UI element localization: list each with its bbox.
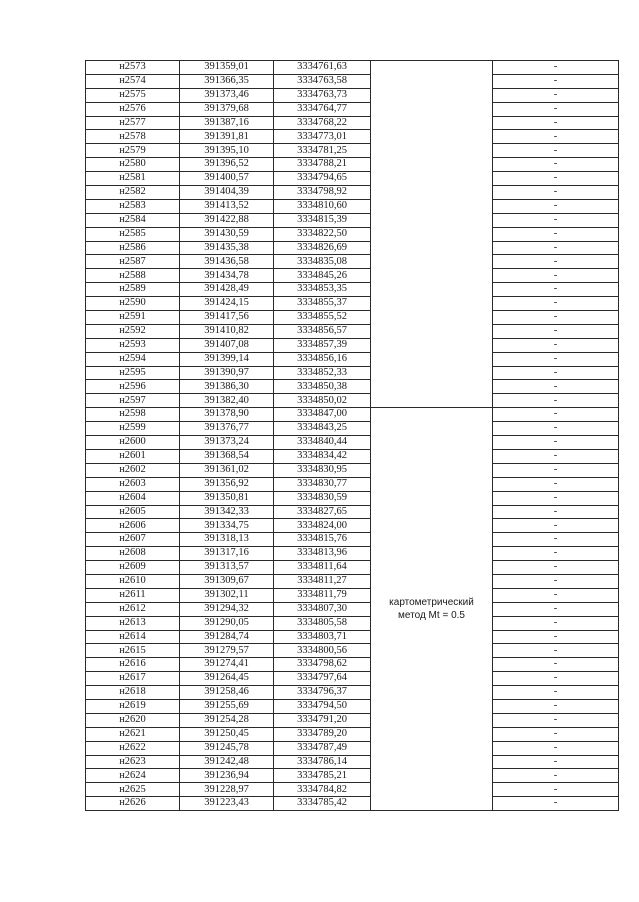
coord-x-cell: 391361,02	[180, 463, 274, 477]
description-cell: -	[493, 116, 619, 130]
coord-y-cell: 3334810,60	[274, 199, 371, 213]
table-row	[86, 727, 619, 741]
coord-y-cell: 3334800,56	[274, 644, 371, 658]
coord-x-cell: 391255,69	[180, 699, 274, 713]
coord-x-cell: 391396,52	[180, 158, 274, 172]
coord-y-cell: 3334850,38	[274, 380, 371, 394]
coord-y-cell: 3334796,37	[274, 686, 371, 700]
table-row	[86, 199, 619, 213]
coord-x-cell: 391428,49	[180, 283, 274, 297]
point-name-cell: н2589	[86, 283, 180, 297]
table-row	[86, 588, 619, 602]
point-name-cell: н2591	[86, 311, 180, 325]
description-cell: -	[493, 658, 619, 672]
description-cell: -	[493, 130, 619, 144]
coord-y-cell: 3334764,77	[274, 102, 371, 116]
coord-x-cell: 391250,45	[180, 727, 274, 741]
point-name-cell: н2617	[86, 672, 180, 686]
coord-y-cell: 3334830,77	[274, 477, 371, 491]
coord-y-cell: 3334835,08	[274, 255, 371, 269]
coord-y-cell: 3334855,52	[274, 311, 371, 325]
coord-y-cell: 3334827,65	[274, 505, 371, 519]
coord-x-cell: 391434,78	[180, 269, 274, 283]
coord-x-cell: 391317,16	[180, 547, 274, 561]
point-name-cell: н2581	[86, 172, 180, 186]
description-cell: -	[493, 422, 619, 436]
table-row	[86, 213, 619, 227]
point-name-cell: н2592	[86, 324, 180, 338]
coord-y-cell: 3334791,20	[274, 713, 371, 727]
coord-y-cell: 3334856,57	[274, 324, 371, 338]
description-cell: -	[493, 797, 619, 811]
point-name-cell: н2608	[86, 547, 180, 561]
table-row	[86, 241, 619, 255]
point-name-cell: н2604	[86, 491, 180, 505]
point-name-cell: н2618	[86, 686, 180, 700]
coord-x-cell: 391386,30	[180, 380, 274, 394]
description-cell: -	[493, 311, 619, 325]
table-row	[86, 519, 619, 533]
coord-y-cell: 3334834,42	[274, 449, 371, 463]
description-cell: -	[493, 491, 619, 505]
description-cell: -	[493, 352, 619, 366]
table-row	[86, 311, 619, 325]
coord-x-cell: 391366,35	[180, 74, 274, 88]
description-cell: -	[493, 574, 619, 588]
coord-y-cell: 3334813,96	[274, 547, 371, 561]
description-cell: -	[493, 269, 619, 283]
description-cell: -	[493, 686, 619, 700]
point-name-cell: н2590	[86, 297, 180, 311]
point-name-cell: н2606	[86, 519, 180, 533]
point-name-cell: н2586	[86, 241, 180, 255]
coord-y-cell: 3334773,01	[274, 130, 371, 144]
table-row	[86, 797, 619, 811]
point-name-cell: н2579	[86, 144, 180, 158]
description-cell: -	[493, 741, 619, 755]
point-name-cell: н2578	[86, 130, 180, 144]
table-row	[86, 338, 619, 352]
coord-y-cell: 3334843,25	[274, 422, 371, 436]
point-name-cell: н2595	[86, 366, 180, 380]
coord-y-cell: 3334845,26	[274, 269, 371, 283]
coord-x-cell: 391378,90	[180, 408, 274, 422]
coord-y-cell: 3334788,21	[274, 158, 371, 172]
description-cell: -	[493, 672, 619, 686]
table-row	[86, 186, 619, 200]
table-row	[86, 616, 619, 630]
coord-y-cell: 3334852,33	[274, 366, 371, 380]
description-cell: -	[493, 199, 619, 213]
point-name-cell: н2626	[86, 797, 180, 811]
coord-y-cell: 3334794,65	[274, 172, 371, 186]
description-cell: -	[493, 61, 619, 75]
coord-x-cell: 391391,81	[180, 130, 274, 144]
method-text: картометрический	[389, 596, 474, 608]
description-cell: -	[493, 241, 619, 255]
description-cell: -	[493, 547, 619, 561]
point-name-cell: н2598	[86, 408, 180, 422]
coord-x-cell: 391373,46	[180, 88, 274, 102]
description-cell: -	[493, 630, 619, 644]
table-row	[86, 491, 619, 505]
coord-y-cell: 3334857,39	[274, 338, 371, 352]
table-row	[86, 630, 619, 644]
description-cell: -	[493, 380, 619, 394]
table-row	[86, 324, 619, 338]
table-row	[86, 783, 619, 797]
description-cell: -	[493, 283, 619, 297]
description-cell: -	[493, 366, 619, 380]
coord-y-cell: 3334840,44	[274, 436, 371, 450]
coord-y-cell: 3334815,76	[274, 533, 371, 547]
point-name-cell: н2620	[86, 713, 180, 727]
description-cell: -	[493, 144, 619, 158]
coord-x-cell: 391359,01	[180, 61, 274, 75]
point-name-cell: н2588	[86, 269, 180, 283]
point-name-cell: н2594	[86, 352, 180, 366]
point-name-cell: н2596	[86, 380, 180, 394]
point-name-cell: н2612	[86, 602, 180, 616]
coord-y-cell: 3334785,42	[274, 797, 371, 811]
coord-x-cell: 391387,16	[180, 116, 274, 130]
coord-y-cell: 3334807,30	[274, 602, 371, 616]
table-row	[86, 88, 619, 102]
point-name-cell: н2573	[86, 61, 180, 75]
description-cell: -	[493, 408, 619, 422]
description-cell: -	[493, 783, 619, 797]
coord-x-cell: 391254,28	[180, 713, 274, 727]
table-row	[86, 380, 619, 394]
description-cell: -	[493, 519, 619, 533]
description-cell: -	[493, 588, 619, 602]
coord-y-cell: 3334798,92	[274, 186, 371, 200]
coord-y-cell: 3334853,35	[274, 283, 371, 297]
table-row	[86, 144, 619, 158]
coord-y-cell: 3334798,62	[274, 658, 371, 672]
table-row	[86, 769, 619, 783]
point-name-cell: н2587	[86, 255, 180, 269]
coord-x-cell: 391382,40	[180, 394, 274, 408]
coord-x-cell: 391245,78	[180, 741, 274, 755]
coord-x-cell: 391430,59	[180, 227, 274, 241]
table-row	[86, 61, 619, 75]
coord-y-cell: 3334787,49	[274, 741, 371, 755]
coord-x-cell: 391264,45	[180, 672, 274, 686]
coord-x-cell: 391373,24	[180, 436, 274, 450]
coord-x-cell: 391236,94	[180, 769, 274, 783]
table-row	[86, 561, 619, 575]
method-cell	[371, 408, 493, 811]
point-name-cell: н2611	[86, 588, 180, 602]
coord-x-cell: 391334,75	[180, 519, 274, 533]
description-cell: -	[493, 769, 619, 783]
description-cell: -	[493, 436, 619, 450]
coord-y-cell: 3334850,02	[274, 394, 371, 408]
description-cell: -	[493, 255, 619, 269]
description-cell: -	[493, 477, 619, 491]
coord-y-cell: 3334785,21	[274, 769, 371, 783]
description-cell: -	[493, 158, 619, 172]
point-name-cell: н2622	[86, 741, 180, 755]
point-name-cell: н2585	[86, 227, 180, 241]
coord-x-cell: 391258,46	[180, 686, 274, 700]
coord-y-cell: 3334786,14	[274, 755, 371, 769]
coord-y-cell: 3334811,64	[274, 561, 371, 575]
description-cell: -	[493, 727, 619, 741]
method-text: метод Mt = 0.5	[398, 610, 465, 622]
coord-x-cell: 391356,92	[180, 477, 274, 491]
table-row	[86, 547, 619, 561]
coord-y-cell: 3334768,22	[274, 116, 371, 130]
coord-x-cell: 391407,08	[180, 338, 274, 352]
table-row	[86, 394, 619, 408]
coord-x-cell: 391399,14	[180, 352, 274, 366]
coord-x-cell: 391284,74	[180, 630, 274, 644]
table-row	[86, 686, 619, 700]
coord-y-cell: 3334797,64	[274, 672, 371, 686]
coord-x-cell: 391318,13	[180, 533, 274, 547]
table-row	[86, 116, 619, 130]
table-row	[86, 130, 619, 144]
coordinates-table-body	[86, 61, 619, 811]
description-cell: -	[493, 449, 619, 463]
table-row	[86, 227, 619, 241]
table-row	[86, 102, 619, 116]
description-cell: -	[493, 644, 619, 658]
coord-y-cell: 3334822,50	[274, 227, 371, 241]
point-name-cell: н2624	[86, 769, 180, 783]
coord-x-cell: 391242,48	[180, 755, 274, 769]
coord-y-cell: 3334855,37	[274, 297, 371, 311]
coord-y-cell: 3334847,00	[274, 408, 371, 422]
description-cell: -	[493, 755, 619, 769]
description-cell: -	[493, 213, 619, 227]
point-name-cell: н2610	[86, 574, 180, 588]
point-name-cell: н2602	[86, 463, 180, 477]
description-cell: -	[493, 505, 619, 519]
coord-y-cell: 3334763,73	[274, 88, 371, 102]
point-name-cell: н2599	[86, 422, 180, 436]
coord-x-cell: 391436,58	[180, 255, 274, 269]
coord-x-cell: 391404,39	[180, 186, 274, 200]
point-name-cell: н2577	[86, 116, 180, 130]
description-cell: -	[493, 186, 619, 200]
point-name-cell: н2614	[86, 630, 180, 644]
coord-y-cell: 3334856,16	[274, 352, 371, 366]
coord-y-cell: 3334830,59	[274, 491, 371, 505]
coord-x-cell: 391395,10	[180, 144, 274, 158]
table-row	[86, 658, 619, 672]
point-name-cell: н2609	[86, 561, 180, 575]
coord-x-cell: 391400,57	[180, 172, 274, 186]
coord-y-cell: 3334830,95	[274, 463, 371, 477]
description-cell: -	[493, 297, 619, 311]
table-row	[86, 269, 619, 283]
description-cell: -	[493, 616, 619, 630]
point-name-cell: н2576	[86, 102, 180, 116]
table-row	[86, 463, 619, 477]
coord-x-cell: 391435,38	[180, 241, 274, 255]
coord-y-cell: 3334811,79	[274, 588, 371, 602]
description-cell: -	[493, 338, 619, 352]
table-row	[86, 574, 619, 588]
point-name-cell: н2582	[86, 186, 180, 200]
table-row	[86, 74, 619, 88]
coord-x-cell: 391424,15	[180, 297, 274, 311]
description-cell: -	[493, 602, 619, 616]
point-name-cell: н2575	[86, 88, 180, 102]
coord-x-cell: 391350,81	[180, 491, 274, 505]
description-cell: -	[493, 172, 619, 186]
description-cell: -	[493, 713, 619, 727]
point-name-cell: н2593	[86, 338, 180, 352]
point-name-cell: н2583	[86, 199, 180, 213]
point-name-cell: н2603	[86, 477, 180, 491]
coord-y-cell: 3334781,25	[274, 144, 371, 158]
point-name-cell: н2625	[86, 783, 180, 797]
coord-y-cell: 3334811,27	[274, 574, 371, 588]
point-name-cell: н2601	[86, 449, 180, 463]
table-row	[86, 505, 619, 519]
description-cell: -	[493, 227, 619, 241]
coord-x-cell: 391294,32	[180, 602, 274, 616]
coord-y-cell: 3334824,00	[274, 519, 371, 533]
method-cell	[371, 61, 493, 408]
table-row	[86, 699, 619, 713]
point-name-cell: н2623	[86, 755, 180, 769]
coord-x-cell: 391228,97	[180, 783, 274, 797]
description-cell: -	[493, 561, 619, 575]
point-name-cell: н2613	[86, 616, 180, 630]
point-name-cell: н2619	[86, 699, 180, 713]
point-name-cell: н2600	[86, 436, 180, 450]
description-cell: -	[493, 394, 619, 408]
coord-x-cell: 391279,57	[180, 644, 274, 658]
table-row	[86, 297, 619, 311]
coord-x-cell: 391413,52	[180, 199, 274, 213]
coord-x-cell: 391342,33	[180, 505, 274, 519]
coord-y-cell: 3334763,58	[274, 74, 371, 88]
table-row	[86, 449, 619, 463]
coord-y-cell: 3334826,69	[274, 241, 371, 255]
point-name-cell: н2584	[86, 213, 180, 227]
coord-x-cell: 391417,56	[180, 311, 274, 325]
coord-y-cell: 3334789,20	[274, 727, 371, 741]
coord-y-cell: 3334815,39	[274, 213, 371, 227]
point-name-cell: н2605	[86, 505, 180, 519]
description-cell: -	[493, 533, 619, 547]
table-row	[86, 713, 619, 727]
description-cell: -	[493, 324, 619, 338]
coord-y-cell: 3334784,82	[274, 783, 371, 797]
table-row	[86, 644, 619, 658]
coord-y-cell: 3334794,50	[274, 699, 371, 713]
coord-x-cell: 391422,88	[180, 213, 274, 227]
point-name-cell: н2616	[86, 658, 180, 672]
table-row	[86, 741, 619, 755]
coord-x-cell: 391376,77	[180, 422, 274, 436]
description-cell: -	[493, 102, 619, 116]
table-row	[86, 602, 619, 616]
point-name-cell: н2607	[86, 533, 180, 547]
coord-x-cell: 391309,67	[180, 574, 274, 588]
description-cell: -	[493, 699, 619, 713]
table-row	[86, 172, 619, 186]
point-name-cell: н2621	[86, 727, 180, 741]
point-name-cell: н2615	[86, 644, 180, 658]
point-name-cell: н2574	[86, 74, 180, 88]
table-row	[86, 755, 619, 769]
coord-x-cell: 391390,97	[180, 366, 274, 380]
coord-y-cell: 3334761,63	[274, 61, 371, 75]
point-name-cell: н2580	[86, 158, 180, 172]
table-row	[86, 352, 619, 366]
table-row	[86, 672, 619, 686]
table-row	[86, 408, 619, 422]
coord-x-cell: 391410,82	[180, 324, 274, 338]
coord-x-cell: 391302,11	[180, 588, 274, 602]
coord-x-cell: 391313,57	[180, 561, 274, 575]
table-row	[86, 255, 619, 269]
table-row	[86, 436, 619, 450]
table-row	[86, 422, 619, 436]
table-row	[86, 533, 619, 547]
table-row	[86, 366, 619, 380]
table-row	[86, 283, 619, 297]
coord-x-cell: 391274,41	[180, 658, 274, 672]
coordinates-table	[85, 60, 619, 811]
coord-y-cell: 3334803,71	[274, 630, 371, 644]
table-row	[86, 158, 619, 172]
point-name-cell: н2597	[86, 394, 180, 408]
coord-x-cell: 391368,54	[180, 449, 274, 463]
description-cell: -	[493, 74, 619, 88]
coord-y-cell: 3334805,58	[274, 616, 371, 630]
coord-x-cell: 391223,43	[180, 797, 274, 811]
coord-x-cell: 391290,05	[180, 616, 274, 630]
description-cell: -	[493, 88, 619, 102]
coord-x-cell: 391379,68	[180, 102, 274, 116]
table-row	[86, 477, 619, 491]
description-cell: -	[493, 463, 619, 477]
